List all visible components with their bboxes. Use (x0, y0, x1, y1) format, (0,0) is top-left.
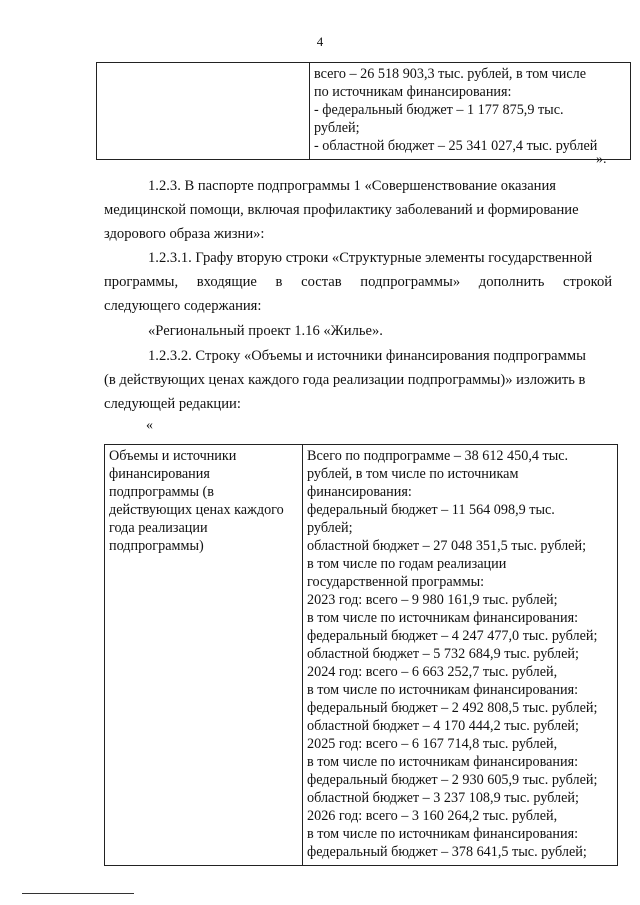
table-line: действующих ценах каждого (109, 502, 284, 518)
table-line: в том числе по источникам финансирования: (307, 610, 579, 626)
paragraph-line: следующей редакции: (104, 396, 241, 412)
table-line: 2023 год: всего – 9 980 161,9 тыс. рублей; (307, 592, 558, 608)
table-line: 2024 год: всего – 6 663 252,7 тыс. рублей, (307, 664, 558, 680)
table-line: рублей, в том числе по источникам (307, 466, 519, 482)
table-row (97, 63, 631, 160)
table-line: государственной программы: (307, 574, 485, 590)
paragraph-1-2-3 (104, 174, 614, 246)
table-line: в том числе по источникам финансирования: (307, 682, 579, 698)
paragraph-line: (в действующих ценах каждого года реализации подпрограммы)» изложить в (104, 372, 586, 388)
table-line: областной бюджет – 3 237 108,9 тыс. рублей; (307, 790, 579, 806)
table-line: областной бюджет – 4 170 444,2 тыс. рублей; (307, 718, 579, 734)
paragraph-line: 1.2.3. В паспорте подпрограммы 1 «Совершенствование оказания (148, 178, 557, 194)
table-line: федеральный бюджет – 2 492 808,5 тыс. рублей; (307, 700, 598, 716)
table-line: финансирования: (307, 484, 412, 500)
footnote-rule (22, 893, 134, 894)
paragraph-1-2-3-2 (104, 344, 614, 416)
table-line: федеральный бюджет – 11 564 098,9 тыс. (307, 502, 555, 518)
table-line: подпрограммы) (109, 538, 204, 554)
paragraph-line: 1.2.3.2. Строку «Объемы и источники финансирования подпрограммы (148, 348, 586, 364)
table-line: федеральный бюджет – 378 641,5 тыс. рублей; (307, 844, 587, 860)
table-line: 2025 год: всего – 6 167 714,8 тыс. рублей, (307, 736, 558, 752)
top-table-right-cell (310, 63, 631, 160)
table-line: - областной бюджет – 25 341 027,4 тыс. рублей (314, 138, 598, 154)
table-line: всего – 26 518 903,3 тыс. рублей, в том числе (314, 66, 587, 82)
table-line: подпрограммы (в (109, 484, 214, 500)
table-line: областной бюджет – 5 732 684,9 тыс. рублей; (307, 646, 579, 662)
funding-table-value-cell (303, 445, 618, 866)
table-line: по источникам финансирования: (314, 84, 512, 100)
paragraph-regional-project (104, 319, 614, 343)
opening-quote: « (146, 418, 153, 433)
top-table-fragment (96, 62, 631, 160)
table-line: рублей; (314, 120, 360, 136)
table-line: федеральный бюджет – 4 247 477,0 тыс. рублей; (307, 628, 598, 644)
table-line: рублей; (307, 520, 353, 536)
table-line: финансирования (109, 466, 210, 482)
table-line: в том числе по источникам финансирования: (307, 826, 579, 842)
table-line: 2026 год: всего – 3 160 264,2 тыс. рублей, (307, 808, 558, 824)
funding-table-label-cell (105, 445, 303, 866)
paragraph-line: следующего содержания: (104, 298, 262, 314)
paragraph-1-2-3-1 (104, 246, 614, 318)
paragraph-line: «Региональный проект 1.16 «Жилье». (148, 323, 383, 339)
top-table-left-cell (97, 63, 310, 160)
table-line: Всего по подпрограмме – 38 612 450,4 тыс. (307, 448, 569, 464)
table-line: года реализации (109, 520, 208, 536)
table-line: в том числе по источникам финансирования: (307, 754, 579, 770)
page-number: 4 (316, 34, 324, 49)
closing-quote: ». (596, 152, 607, 167)
table-line: областной бюджет – 27 048 351,5 тыс. рублей; (307, 538, 587, 554)
table-line: - федеральный бюджет – 1 177 875,9 тыс. (314, 102, 564, 118)
funding-table (104, 444, 618, 866)
table-line: в том числе по годам реализации (307, 556, 507, 572)
table-line: федеральный бюджет – 2 930 605,9 тыс. рублей; (307, 772, 598, 788)
paragraph-line: медицинской помощи, включая профилактику заболеваний и формирование (104, 202, 579, 218)
paragraph-line: программы, входящие в состав подпрограммы» дополнить строкой (104, 274, 613, 290)
paragraph-line: здорового образа жизни»: (104, 226, 265, 242)
table-line: Объемы и источники (109, 448, 237, 464)
paragraph-line: 1.2.3.1. Графу вторую строки «Структурные элементы государственной (148, 250, 593, 266)
table-row (105, 445, 618, 866)
